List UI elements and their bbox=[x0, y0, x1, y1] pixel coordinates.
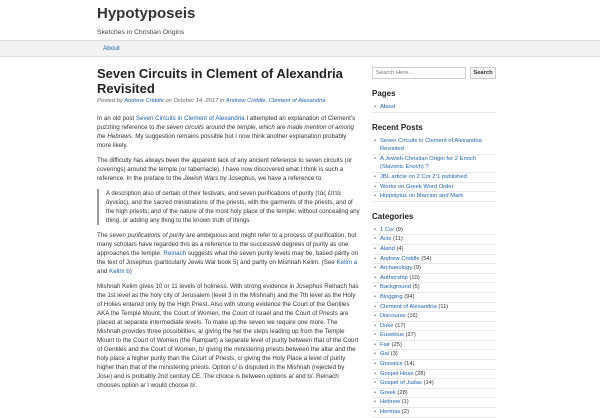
list-item bbox=[372, 350, 496, 360]
meta-posted-by: Posted by bbox=[97, 98, 123, 104]
widget-title: Pages bbox=[372, 89, 396, 98]
category-link[interactable]: Hermas bbox=[380, 409, 401, 416]
category-count: (3) bbox=[390, 351, 398, 358]
category-link[interactable]: Greek bbox=[380, 389, 396, 396]
site-title[interactable]: Hypotyposeis bbox=[97, 5, 196, 22]
category-count: (16) bbox=[407, 313, 418, 320]
widget-title: Recent Posts bbox=[372, 122, 423, 132]
list-item bbox=[372, 379, 496, 389]
list-item bbox=[372, 226, 496, 236]
meta-separator: , bbox=[265, 98, 268, 104]
category-count: (14) bbox=[404, 361, 415, 368]
list-item bbox=[372, 183, 496, 193]
text: The difficulty has always been the apparent lack of any ancient reference to seven circuits (or coverings) around the temple (or tabernacle). I have now discovered what I think is such a reference. In the preface to the bbox=[97, 156, 353, 182]
category-count: (25) bbox=[391, 341, 402, 348]
list-item bbox=[372, 370, 496, 380]
category-count: (1) bbox=[401, 399, 409, 406]
category-link[interactable]: Gnostics bbox=[380, 361, 403, 368]
inline-link[interactable]: Seven Circuits in Clement of Alexandria bbox=[135, 114, 245, 122]
category-link[interactable]: Gospel of Judas bbox=[380, 380, 422, 387]
list-item bbox=[372, 312, 496, 322]
search-form bbox=[372, 67, 496, 79]
category-link[interactable]: Gal bbox=[380, 351, 390, 358]
list-item bbox=[372, 235, 496, 245]
category-count: (28) bbox=[415, 370, 426, 377]
category-link[interactable]: Clement of Alexandria bbox=[268, 98, 326, 104]
text: In an old post bbox=[97, 114, 135, 122]
list-item bbox=[372, 155, 496, 173]
category-link[interactable]: Authorship bbox=[380, 274, 408, 281]
category-count: (27) bbox=[405, 332, 416, 339]
text: ) bbox=[129, 267, 132, 275]
post-meta bbox=[97, 97, 360, 106]
category-link[interactable]: Andrew Criddle bbox=[380, 255, 420, 262]
paragraph bbox=[97, 114, 360, 150]
list-item bbox=[372, 137, 496, 155]
post-article bbox=[97, 66, 360, 396]
recent-post-link[interactable]: JBL article on 2 Cor 2:1 published bbox=[380, 173, 467, 180]
category-link[interactable]: Gospel Hoax bbox=[380, 370, 414, 377]
list-item bbox=[372, 192, 496, 202]
recent-posts-widget bbox=[372, 122, 496, 202]
category-link[interactable]: Duke bbox=[380, 322, 394, 329]
category-link[interactable]: Clement of Alexandria bbox=[380, 303, 437, 310]
inline-link[interactable]: Reinach bbox=[163, 249, 187, 257]
recent-post-link[interactable]: Seven Circuits in Clement of Alexandria Revisited bbox=[380, 137, 482, 153]
category-count: (94) bbox=[404, 293, 415, 300]
category-count: (9) bbox=[395, 226, 403, 233]
category-link[interactable]: Eusebius bbox=[380, 332, 404, 339]
list-item bbox=[372, 283, 496, 293]
list-item bbox=[372, 331, 496, 341]
emphasis: the seven circuits around the temple, which are made mention of among the Hebrews bbox=[97, 123, 354, 140]
paragraph: Mishnah Kelim gives 10 or 11 levels of holiness. With strong evidence in Josephus Reinach has the 1st level as the holy city of Jerusalem (level 3 in the Mishnah) and the 7th level as the Holy of Holies entered only by the High Priest. Also with strong evidence the Court of the Gentiles AKA the Temple Mount, the Court of Women, the Court of Israel and the Court of Priests are placed at separate intermediate levels. To make up the seven we require one more. The Mishnah provides three possibilities, a/ giving the hel the steps leading up from the Temple Mount to the Court of Women (the Rampart) a separate level of purity between that of the Court of Gentiles and the Court of Women, b/ giving the ministering priests between the altar and the holy place a higher purity than the Court of Priests, c/ giving the Holy Place a level of purity higher than that of the ministering priests. Option c/ is disputed in the Mishnah (rejected by Jose) and is probably 2nd century CE. The choice is between options a/ and b/. Reinach chooses option a/ I would choose b/. bbox=[97, 282, 359, 389]
nav-item-about[interactable]: About bbox=[103, 45, 120, 52]
category-count: (2) bbox=[401, 409, 410, 416]
author-link[interactable]: Andrew Criddle bbox=[124, 98, 164, 104]
text: The bbox=[97, 231, 108, 239]
page-link[interactable]: About bbox=[380, 104, 396, 110]
list-item bbox=[372, 360, 496, 370]
category-count: (4) bbox=[396, 245, 404, 252]
post-title[interactable]: Seven Circuits in Clement of Alexandria Revisited bbox=[97, 66, 343, 96]
site-header bbox=[0, 0, 600, 40]
text: suggests what the seven purity levels may be, based partly on the text of Josephus (particularly Jewis War book 5) and partly on Mishnah Kelim. (See bbox=[97, 249, 359, 266]
text: I attempted an explanation of Clement's puzzling reference to bbox=[97, 114, 356, 131]
list-item bbox=[372, 274, 496, 284]
category-list bbox=[372, 226, 496, 418]
list-item bbox=[372, 389, 496, 399]
list-item bbox=[372, 322, 496, 332]
inline-link[interactable]: Kelim a bbox=[336, 258, 358, 266]
category-link[interactable]: Hebrew bbox=[380, 399, 400, 406]
category-link[interactable]: 1 Cor bbox=[380, 226, 395, 233]
category-link[interactable]: Andrew Criddle bbox=[225, 98, 266, 104]
emphasis: Jewish Wars bbox=[183, 174, 219, 182]
category-count: (54) bbox=[421, 255, 432, 262]
category-count: (11) bbox=[392, 236, 403, 243]
list-item bbox=[372, 245, 496, 255]
category-count: (9) bbox=[413, 265, 421, 272]
meta-date: on October 14, 2017 bbox=[165, 98, 219, 104]
recent-post-link[interactable]: Works on Greek Word Order bbox=[380, 183, 454, 190]
widget-title: Categories bbox=[372, 211, 414, 221]
text: . My suggestion remains possible but I now think another explanation probably more likely. bbox=[97, 132, 347, 149]
search-input[interactable] bbox=[372, 67, 466, 79]
recent-post-link[interactable]: Hippolytus on Marcion and Mark bbox=[380, 193, 464, 200]
list-item bbox=[372, 103, 496, 113]
category-count: (28) bbox=[397, 389, 408, 396]
text: are ambiguous and might refer to a process of purification, but many scholars have regarded this as a reference to the successive degrees of purity as one approaches the temple. bbox=[97, 231, 357, 257]
category-link[interactable]: Acts bbox=[380, 236, 392, 243]
recent-post-link[interactable]: A Jewish-Christian Origin for 2 Enoch (Slavonic Enoch) ? bbox=[380, 155, 477, 171]
pages-widget bbox=[372, 88, 496, 113]
meta-in: in bbox=[219, 98, 225, 104]
list-item bbox=[372, 173, 496, 183]
category-link[interactable]: Fair bbox=[380, 341, 390, 348]
text: by Josephus, we have a reference to: bbox=[220, 174, 323, 182]
category-count: (11) bbox=[438, 303, 449, 310]
paragraph bbox=[97, 231, 360, 276]
categories-widget bbox=[372, 211, 496, 418]
category-count: (17) bbox=[395, 322, 406, 329]
category-count: (14) bbox=[423, 380, 434, 387]
list-item bbox=[372, 303, 496, 313]
list-item bbox=[372, 264, 496, 274]
category-link[interactable]: Blogging bbox=[380, 293, 403, 300]
inline-link[interactable]: Kelim b bbox=[109, 267, 130, 275]
list-item bbox=[372, 341, 496, 351]
category-count: (5) bbox=[412, 284, 420, 291]
list-item bbox=[372, 293, 496, 303]
blockquote: A description also of certain of their festivals, and seven purifications of purity (τὰς ἑπτὰ ἁγνείας), and the sacred ministrations of the priests, with the garments of the priests, and of the high priests; and of the nature of the most holy place of the temple; without concealing any thing, or adding any thing to the known truth of things. bbox=[97, 189, 360, 225]
search-button[interactable]: Search bbox=[470, 67, 496, 79]
main-nav bbox=[0, 40, 600, 57]
post-content bbox=[97, 114, 360, 390]
category-link[interactable]: Aland bbox=[380, 245, 395, 252]
text: and bbox=[97, 267, 108, 275]
emphasis: seven purifications of purity bbox=[109, 231, 185, 239]
category-link[interactable]: Discourse bbox=[380, 313, 406, 320]
paragraph bbox=[97, 156, 360, 183]
category-link[interactable]: Background bbox=[380, 284, 411, 291]
list-item bbox=[372, 255, 496, 265]
list-item bbox=[372, 408, 496, 418]
sidebar bbox=[372, 67, 496, 418]
site-description: Sketches in Christian Origins bbox=[97, 29, 185, 36]
category-count: (10) bbox=[409, 274, 420, 281]
category-link[interactable]: Archaeology bbox=[380, 265, 413, 272]
